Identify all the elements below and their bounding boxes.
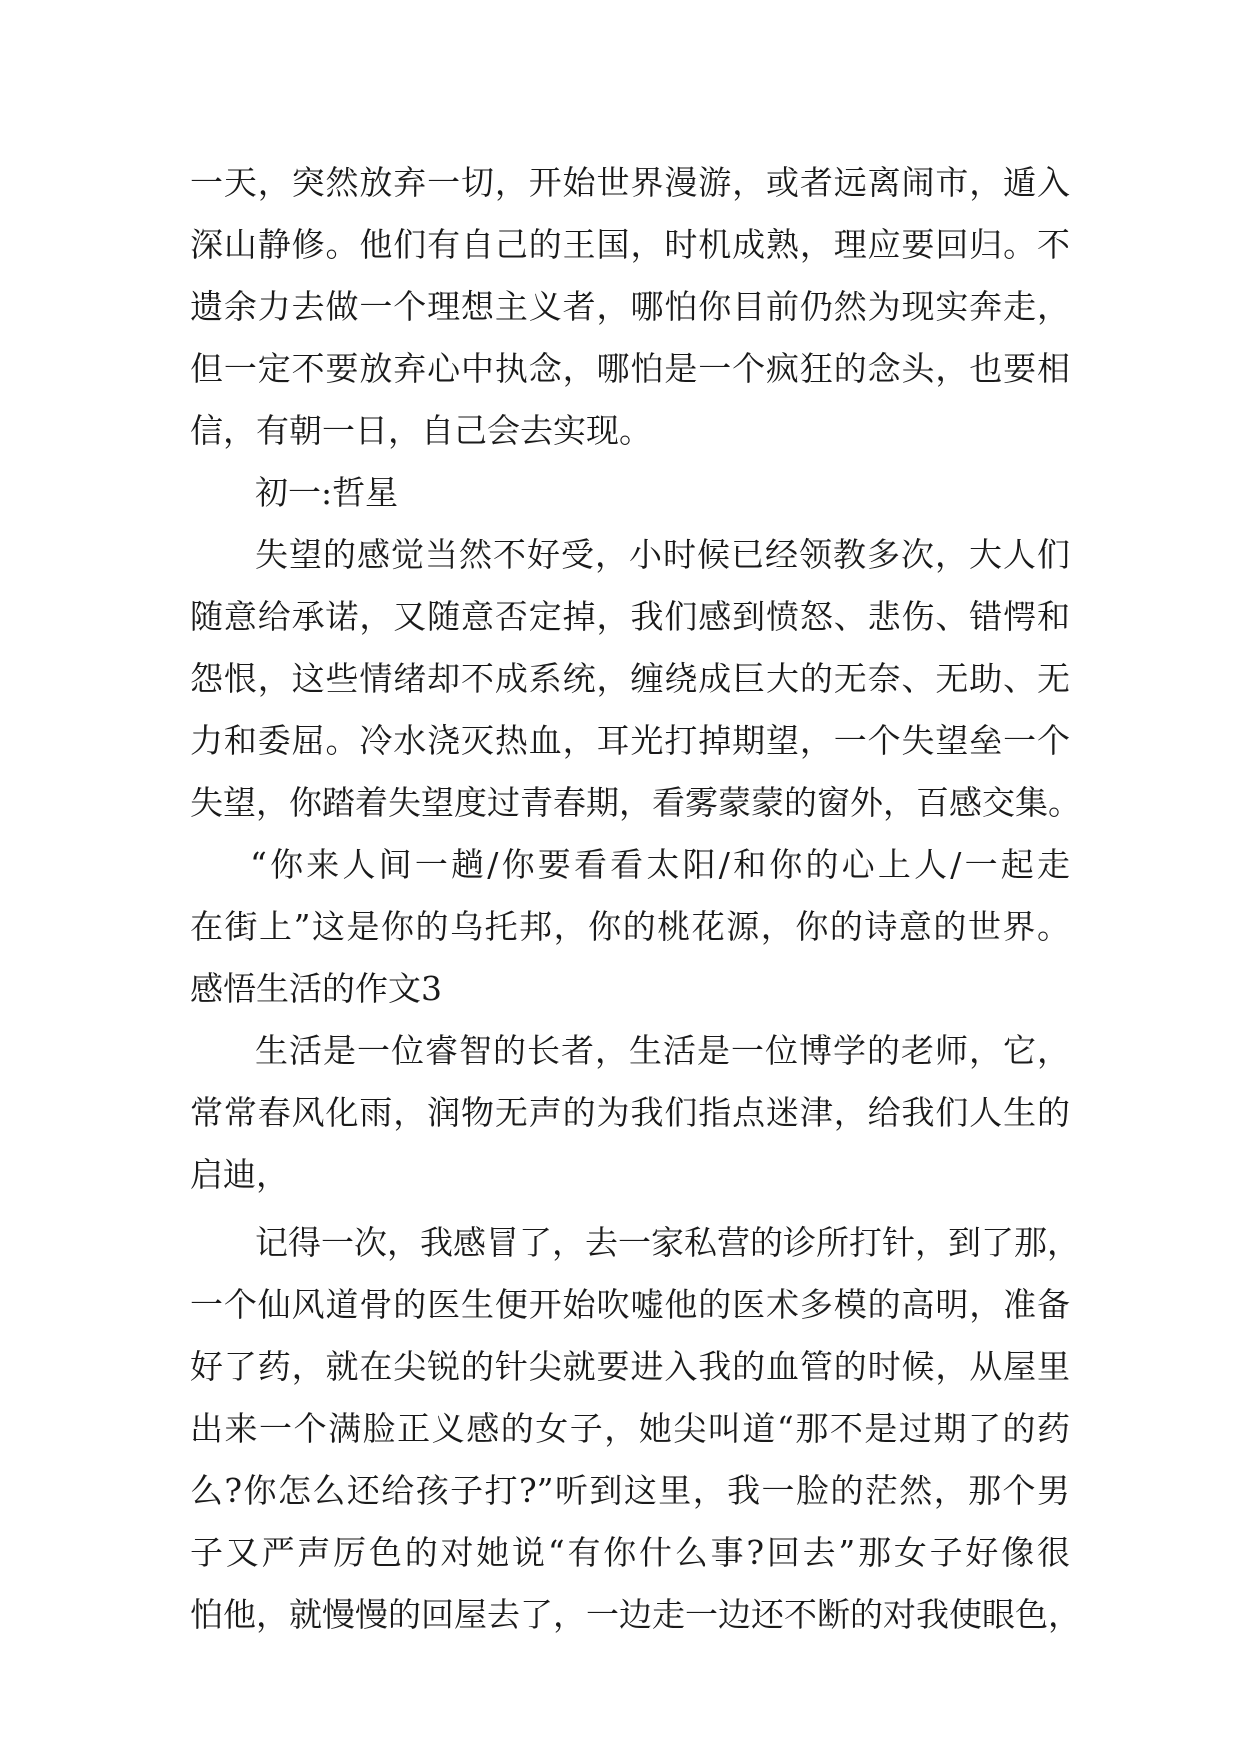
text-line: 深山静修。他们有自己的王国，时机成熟，理应要回归。不	[190, 225, 1070, 264]
text-line: 随意给承诺，又随意否定掉，我们感到愤怒、悲伤、错愕和	[190, 597, 1070, 636]
text-line: 但一定不要放弃心中执念，哪怕是一个疯狂的念头，也要相	[190, 349, 1070, 388]
text-line: 生活是一位睿智的长者，生活是一位博学的老师，它，	[255, 1031, 1070, 1070]
text-line: 遗余力去做一个理想主义者，哪怕你目前仍然为现实奔走，	[190, 287, 1070, 326]
text-line: 一个仙风道骨的医生便开始吹嘘他的医术多模的高明，准备	[190, 1285, 1070, 1324]
text-line: 常常春风化雨，润物无声的为我们指点迷津，给我们人生的	[190, 1093, 1070, 1132]
text-line: 信，有朝一日，自己会去实现。	[190, 411, 652, 450]
section-heading: 初一:哲星	[255, 473, 399, 512]
text-line: 怨恨，这些情绪却不成系统，缠绕成巨大的无奈、无助、无	[190, 659, 1070, 698]
text-line: 么?你怎么还给孩子打?”听到这里，我一脸的茫然，那个男	[190, 1471, 1070, 1510]
text-line: 在街上”这是你的乌托邦，你的桃花源，你的诗意的世界。	[190, 907, 1070, 946]
text-line: 失望，你踏着失望度过青春期，看雾蒙蒙的窗外，百感交集。	[190, 783, 1081, 822]
text-line: 子又严声厉色的对她说“有你什么事?回去”那女子好像很	[190, 1533, 1070, 1572]
text-line: 一天，突然放弃一切，开始世界漫游，或者远离闹市，遁入	[190, 163, 1070, 202]
text-line: “你来人间一趟/你要看看太阳/和你的心上人/一起走	[250, 845, 1070, 884]
text-line: 记得一次，我感冒了，去一家私营的诊所打针，到了那，	[255, 1223, 1080, 1262]
section-title: 感悟生活的作文3	[190, 969, 442, 1008]
text-line: 怕他，就慢慢的回屋去了，一边走一边还不断的对我使眼色，	[190, 1595, 1081, 1634]
text-line: 启迪，	[190, 1155, 289, 1194]
text-line: 好了药，就在尖锐的针尖就要进入我的血管的时候，从屋里	[190, 1347, 1070, 1386]
text-line: 出来一个满脸正义感的女子，她尖叫道“那不是过期了的药	[190, 1409, 1070, 1448]
text-line: 力和委屈。冷水浇灭热血，耳光打掉期望，一个失望垒一个	[190, 721, 1070, 760]
text-line: 失望的感觉当然不好受，小时候已经领教多次，大人们	[255, 535, 1070, 574]
